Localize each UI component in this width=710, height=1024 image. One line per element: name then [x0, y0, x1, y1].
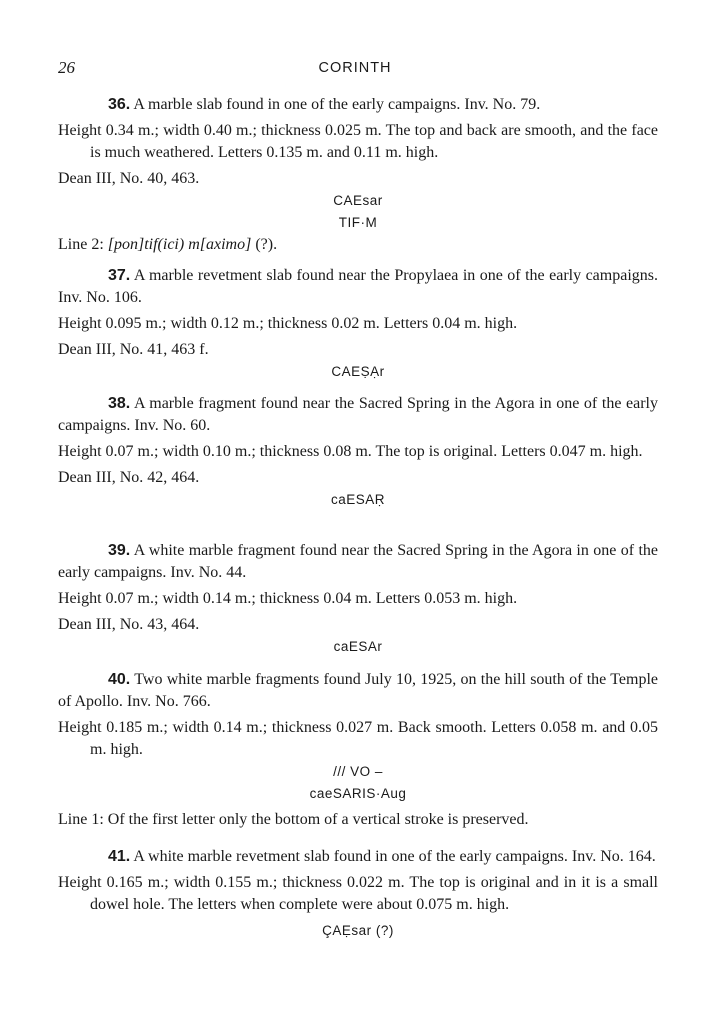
entry-lead — [58, 265, 658, 309]
entry-reference: Dean III, No. 40, 463. — [58, 170, 200, 187]
entry-reference: Dean III, No. 43, 464. — [58, 616, 200, 633]
note-suffix: (?). — [251, 236, 278, 253]
entry-number: 36. — [108, 96, 131, 113]
entry-38 — [58, 393, 658, 511]
entry-dimensions: Height 0.185 m.; width 0.14 m.; thickness 0.027 m. Back smooth. Letters 0.058 m. and 0.05 m. high. — [58, 719, 658, 758]
entry-36 — [58, 94, 658, 256]
entry-description: Two white marble fragments found July 10, 1925, on the hill south of the Temple of Apollo. Inv. No. 766. — [58, 671, 658, 710]
entry-40 — [58, 669, 658, 831]
entry-lead — [58, 846, 658, 868]
entry-reference: Dean III, No. 42, 464. — [58, 469, 200, 486]
entry-dimensions: Height 0.34 m.; width 0.40 m.; thickness 0.025 m. The top and back are smooth, and the face is much weathered. Letters 0.135 m. and 0.11 m. high. — [58, 122, 658, 161]
entry-lead — [58, 540, 658, 584]
entry-dimensions: Height 0.095 m.; width 0.12 m.; thickness 0.02 m. Letters 0.04 m. high. — [58, 315, 518, 332]
inscription-line: CAEsar — [333, 193, 383, 208]
entry-reference: Dean III, No. 41, 463 f. — [58, 341, 209, 358]
inscription-line: ÇAẸsar (?) — [322, 923, 394, 938]
entry-39 — [58, 540, 658, 658]
note-restoration: [pon]tif(ici) m[aximo] — [107, 236, 252, 253]
entry-number: 40. — [108, 671, 131, 688]
inscription-line: /// VO – — [333, 764, 383, 779]
entry-dimensions: Height 0.165 m.; width 0.155 m.; thickness 0.022 m. The top is original and in it is a small dowel hole. The letters when complete were about 0.075 m. high. — [58, 874, 658, 913]
entry-number: 37. — [108, 267, 131, 284]
page-number: 26 — [58, 58, 75, 77]
entry-description: A white marble fragment found near the Sacred Spring in the Agora in one of the early campaigns. Inv. No. 44. — [58, 542, 658, 581]
entry-number: 38. — [108, 395, 131, 412]
entry-description: A white marble revetment slab found in one of the early campaigns. Inv. No. 164. — [133, 848, 656, 865]
inscription-line: TIF·M — [338, 215, 378, 230]
entry-note — [58, 234, 658, 256]
entry-number: 39. — [108, 542, 131, 559]
entry-number: 41. — [108, 848, 131, 865]
note-prefix: Line 2: — [58, 236, 108, 253]
inscription-line: CAEṢẠr — [331, 364, 385, 379]
entry-note: Line 1: Of the first letter only the bottom of a vertical stroke is preserved. — [58, 811, 529, 828]
inscription-line: caeSARIS·Aug — [309, 786, 407, 801]
entry-dimensions: Height 0.07 m.; width 0.14 m.; thickness 0.04 m. Letters 0.053 m. high. — [58, 590, 518, 607]
entry-41 — [58, 846, 658, 942]
inscription-line: caESAr — [333, 639, 383, 654]
entry-description: A marble slab found in one of the early campaigns. Inv. No. 79. — [133, 96, 541, 113]
entry-lead — [58, 393, 658, 437]
entry-lead — [58, 669, 658, 713]
entry-dimensions: Height 0.07 m.; width 0.10 m.; thickness 0.08 m. The top is original. Letters 0.047 m. high. — [58, 443, 643, 460]
entry-description: A marble fragment found near the Sacred Spring in the Agora in one of the early campaigns. Inv. No. 60. — [58, 395, 658, 434]
entry-lead — [58, 94, 658, 116]
entry-description: A marble revetment slab found near the Propylaea in one of the early campaigns. Inv. No. 106. — [58, 267, 658, 306]
running-title: CORINTH — [318, 60, 392, 76]
inscription-line: caESAṚ — [330, 492, 386, 507]
entry-37 — [58, 265, 658, 383]
